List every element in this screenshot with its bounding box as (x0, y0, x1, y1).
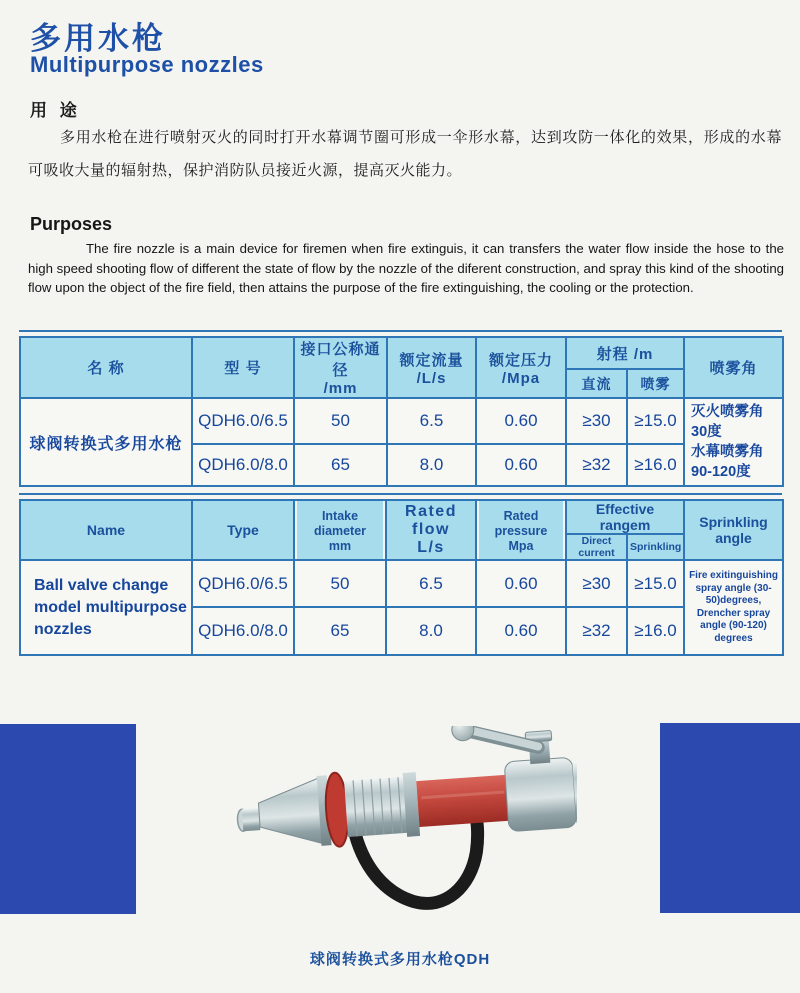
header-cell-type: 型 号 (192, 337, 294, 398)
header-cell-flow: Rated flow L/s (386, 500, 476, 560)
purposes-heading: Purposes (30, 214, 113, 234)
type-cell: QDH6.0/6.5 (192, 560, 294, 607)
direct-cell: ≥30 (566, 398, 627, 444)
table-row (20, 560, 783, 607)
header-cell-direct: Direct current (566, 534, 627, 560)
pressure-cell: 0.60 (476, 607, 566, 655)
header-cell-range: Effective rangem (566, 500, 684, 534)
header-cell-spray: 喷雾 (627, 369, 684, 398)
flow-cell: 8.0 (386, 607, 476, 655)
header-cell-type: Type (192, 500, 294, 560)
direct-cell: ≥30 (566, 560, 627, 607)
header-cell-diameter: Intake diameter mm (296, 500, 384, 560)
pressure-cell: 0.60 (476, 444, 566, 486)
product-photo-nozzle-icon (203, 726, 577, 931)
header-cell-range: 射程 /m (566, 337, 684, 369)
type-cell: QDH6.0/6.5 (192, 398, 294, 444)
spray-cell: ≥16.0 (627, 444, 684, 486)
flow-cell: 8.0 (387, 444, 476, 486)
angle-note-cell: 灭火喷雾角 30度 水幕喷雾角 90-120度 (684, 398, 783, 486)
header-cell-diameter: 接口公称通径 /mm (294, 337, 387, 398)
figure-caption: 球阀转换式多用水枪QDH (309, 951, 491, 968)
purposes-paragraph: The fire nozzle is a main device for firemen when fire extinguis, it can transfers the water flow inside the hose to the high speed shooting flow of different the state of flow by the nozzle of the diferent construction, and spray this kind of the shooting flow upon the object of the fire field, then attains the purpose of the fire extinguishing, the cooling or the protection. (28, 241, 784, 295)
spec-table-en (19, 499, 784, 656)
pressure-cell: 0.60 (476, 560, 566, 607)
product-name-cell: Ball valve change model multipurpose nozzles (20, 560, 192, 655)
product-name-cell: 球阀转换式多用水枪 (20, 398, 192, 486)
page-subtitle: Multipurpose nozzles (30, 52, 264, 77)
usage-paragraph: 多用水枪在进行喷射灭火的同时打开水幕调节圈可形成一伞形水幕，达到攻防一体化的效果，形成的水幕可吸收大量的辐射热，保护消防队员接近火源，提高灭火能力。 (28, 129, 782, 179)
flow-cell: 6.5 (387, 398, 476, 444)
diameter-cell: 50 (294, 398, 387, 444)
header-cell-pressure: Rated pressure Mpa (478, 500, 564, 560)
decor-rect-left (0, 724, 136, 914)
header-cell-name: 名 称 (20, 337, 192, 398)
header-cell-flow: 额定流量 /L/s (387, 337, 476, 398)
page-title: 多用水枪 (30, 21, 166, 56)
usage-heading: 用 途 (30, 101, 81, 120)
header-cell-name: Name (20, 500, 192, 560)
diameter-cell: 65 (294, 607, 386, 655)
type-cell: QDH6.0/8.0 (192, 607, 294, 655)
header-cell-spray: Sprinkling (627, 534, 684, 560)
rule-above-table-zh (19, 330, 782, 332)
decor-rect-right (660, 723, 800, 913)
header-cell-direct: 直流 (566, 369, 627, 398)
angle-note-cell: Fire exitinguishing spray angle (30-50)degrees, Drencher spray angle (90-120) degrees (684, 560, 783, 655)
header-cell-pressure: 额定压力 /Mpa (476, 337, 566, 398)
spray-cell: ≥15.0 (627, 398, 684, 444)
spray-cell: ≥15.0 (627, 560, 684, 607)
diameter-cell: 65 (294, 444, 387, 486)
spec-table-zh (19, 336, 784, 487)
type-cell: QDH6.0/8.0 (192, 444, 294, 486)
rule-above-table-en (19, 493, 782, 495)
pressure-cell: 0.60 (476, 398, 566, 444)
header-cell-angle: 喷雾角 (684, 337, 783, 398)
table-row (20, 398, 783, 444)
diameter-cell: 50 (294, 560, 386, 607)
header-cell-angle: Sprinkling angle (684, 500, 783, 560)
spray-cell: ≥16.0 (627, 607, 684, 655)
direct-cell: ≥32 (566, 607, 627, 655)
direct-cell: ≥32 (566, 444, 627, 486)
flow-cell: 6.5 (386, 560, 476, 607)
